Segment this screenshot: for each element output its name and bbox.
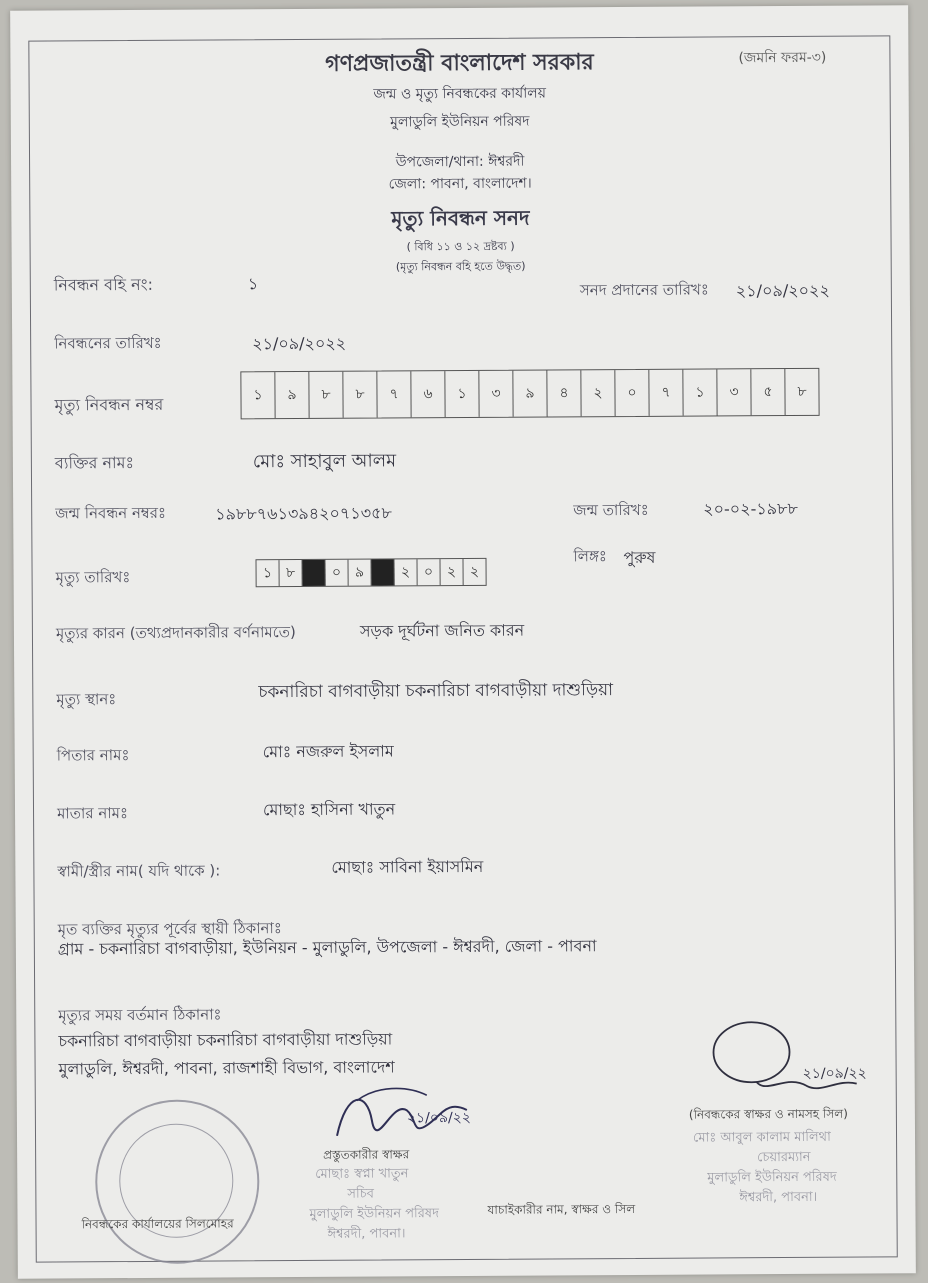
reg-digit: ৬ <box>411 371 445 417</box>
spouse-name-value: মোছাঃ সাবিনা ইয়াসমিন <box>331 856 484 877</box>
registrar-sign-date: ২১/০৯/২২ <box>802 1065 867 1082</box>
current-address-label: মৃত্যুর সময় বর্তমান ঠিকানাঃ <box>58 1005 222 1025</box>
reg-digit: ১ <box>241 372 275 418</box>
death-date-digit: ২ <box>469 563 480 580</box>
reg-digit: ১ <box>683 369 717 415</box>
gender-value: পুরুষ <box>623 547 656 568</box>
reg-digit: ৮ <box>343 372 377 418</box>
death-place-value: চকনারিচা বাগবাড়ীয়া চকনারিচা বাগবাড়ীয়া দাশুড়িয়া <box>258 680 614 703</box>
reg-digit: ৪ <box>547 370 581 416</box>
document-title: মৃত্যু নিবন্ধন সনদ <box>391 205 530 231</box>
reg-digit: ২ <box>581 370 615 416</box>
reg-digit: ৭ <box>649 370 683 416</box>
death-date-digit: ১ <box>256 560 279 586</box>
union-seal <box>95 1099 260 1264</box>
mother-name-value: মোছাঃ হাসিনা খাতুন <box>262 799 396 820</box>
form-number: (জমনি ফরম-৩) <box>738 49 827 67</box>
registration-date-label: নিবন্ধনের তারিখঃ <box>54 333 162 353</box>
reg-digit: ৩ <box>479 371 513 417</box>
birth-reg-label: জন্ম নিবন্ধন নম্বরঃ <box>55 503 167 523</box>
dob-label: জন্ম তারিখঃ <box>573 500 649 520</box>
death-date-digit: ০ <box>417 559 440 585</box>
death-date-digit: ৮ <box>279 560 302 586</box>
dob-value: ২০-০২-১৯৮৮ <box>703 498 798 519</box>
person-name-label: ব্যক্তির নামঃ <box>54 453 135 473</box>
death-date-digit: ০ <box>325 560 348 586</box>
reg-digit: ১ <box>445 371 479 417</box>
death-date-digit: ২ <box>394 559 417 585</box>
cause-value: সড়ক দূর্ঘটনা জনিত কারন <box>359 620 525 641</box>
registrar-stamp-place: ঈশ্বরদী, পাবনা। <box>739 1189 818 1206</box>
registrar-stamp-role: চেয়ারম্যান <box>757 1149 811 1166</box>
office-name: জন্ম ও মৃত্যু নিবন্ধকের কার্যালয় <box>373 85 546 103</box>
father-name-label: পিতার নামঃ <box>56 746 130 765</box>
death-reg-number-label: মৃত্যু নিবন্ধন নম্বর <box>54 394 164 415</box>
book-number-label: নিবন্ধন বহি নং: <box>53 274 154 295</box>
mother-name-label: মাতার নামঃ <box>56 804 129 823</box>
death-date-digit: ৯ <box>348 560 371 586</box>
death-date-label: মৃত্যু তারিখঃ <box>55 568 131 587</box>
current-address-line2: মুলাডুলি, ঈশ্বরদী, পাবনা, রাজশাহী বিভাগ, বাংলাদেশ <box>58 1057 395 1079</box>
reg-digit: ৮ <box>309 372 343 418</box>
registration-date-value: ২১/০৯/২০২২ <box>252 333 347 354</box>
death-reg-number-boxes <box>240 368 819 420</box>
spouse-name-label: স্বামী/স্ত্রীর নাম( যদি থাকে ): <box>57 861 221 881</box>
preparer-sign-date: ২১/০৯/২২ <box>406 1109 471 1127</box>
current-address-line1: চকনারিচা বাগবাড়ীয়া চকনারিচা বাগবাড়ীয়া দাশুড়িয়া <box>58 1029 393 1051</box>
union-name: মুলাডুলি ইউনিয়ন পরিষদ <box>390 113 530 131</box>
preparer-label: প্রস্তুতকারীর স্বাক্ষর <box>323 1147 410 1162</box>
registrar-stamp-name: মোঃ আবুল কালাম মালিথা <box>692 1129 831 1146</box>
person-name-value: মোঃ সাহাবুল আলম <box>252 450 397 473</box>
reg-digit: ৩ <box>717 369 751 415</box>
seal-label: নিবন্ধকের কার্যালয়ের সিলমোহর <box>81 1216 234 1232</box>
registrar-stamp-union: মুলাডুলি ইউনিয়ন পরিষদ <box>707 1169 837 1186</box>
reg-digit: ৯ <box>513 370 547 416</box>
verifier-label: যাচাইকারীর নাম, স্বাক্ষর ও সিল <box>487 1201 636 1217</box>
preparer-stamp-place: ঈশ্বরদী, পাবনা। <box>327 1226 406 1242</box>
reg-digit: ৯ <box>275 372 309 418</box>
preparer-stamp-name: মোছাঃ স্বপ্না খাতুন <box>315 1166 409 1182</box>
upazila-name: উপজেলা/থানা: ঈশ্বরদী <box>395 153 525 171</box>
reg-digit: ৫ <box>751 369 785 415</box>
reg-digit: ৮ <box>797 383 807 400</box>
book-number-value: ১ <box>247 274 259 294</box>
certificate-paper <box>10 5 916 1278</box>
extract-note: (মৃত্যু নিবন্ধন বহি হতে উদ্ধৃত) <box>395 259 526 274</box>
govt-title: গণপ্রজাতন্ত্রী বাংলাদেশ সরকার <box>325 50 594 77</box>
permanent-address-value: গ্রাম - চকনারিচা বাগবাড়ীয়া, ইউনিয়ন - মুলাডুলি, উপজেলা - ঈশ্বরদী, জেলা - পাবনা <box>57 936 597 959</box>
rule-reference: ( বিধি ১১ ও ১২ দ্রষ্টব্য ) <box>406 239 515 254</box>
death-place-label: মৃত্যু স্থানঃ <box>56 690 117 709</box>
district-name: জেলা: পাবনা, বাংলাদেশ। <box>388 175 532 193</box>
date-separator <box>371 559 394 585</box>
preparer-stamp-union: মুলাডুলি ইউনিয়ন পরিষদ <box>309 1206 439 1222</box>
birth-reg-value: ১৯৮৮৭৬১৩৯৪২০৭১৩৫৮ <box>215 503 392 524</box>
gender-label: লিঙ্গঃ <box>573 547 607 566</box>
preparer-stamp-role: সচিব <box>347 1186 374 1202</box>
registrar-label: (নিবন্ধকের স্বাক্ষর ও নামসহ সিল) <box>688 1106 848 1122</box>
father-name-value: মোঃ নজরুল ইসলাম <box>262 741 394 762</box>
reg-digit: ৭ <box>377 371 411 417</box>
date-separator <box>302 560 325 586</box>
death-date-digit: ২ <box>440 559 463 585</box>
issue-date-label: সনদ প্রদানের তারিখঃ <box>579 280 709 300</box>
cause-label: মৃত্যুর কারন (তথ্যপ্রদানকারীর বর্ণনামতে) <box>55 623 296 643</box>
issue-date-value: ২১/০৯/২০২২ <box>735 280 830 301</box>
death-date-boxes <box>255 558 486 587</box>
permanent-address-label: মৃত ব্যক্তির মৃত্যুর পূর্বের স্থায়ী ঠিকানাঃ <box>57 919 282 939</box>
reg-digit: ০ <box>615 370 649 416</box>
